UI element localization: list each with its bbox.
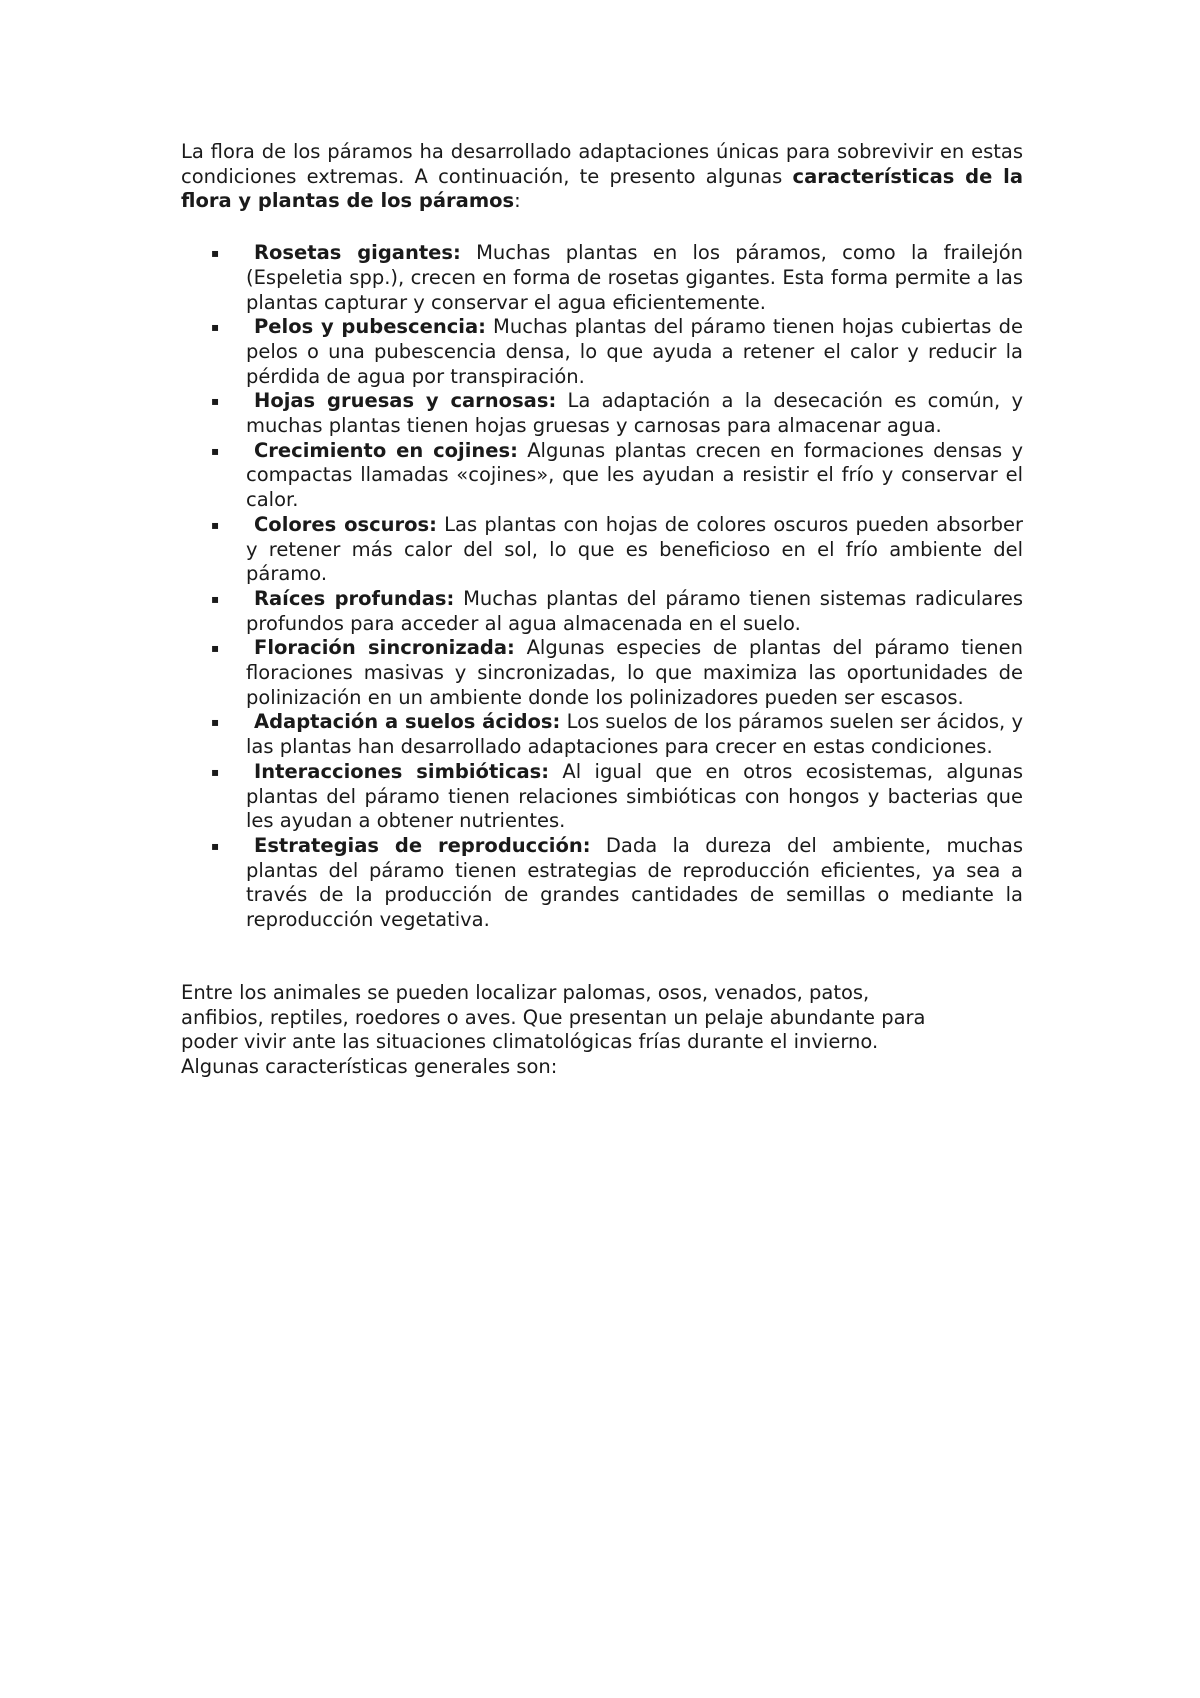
feature-term: Interacciones simbióticas: xyxy=(254,759,550,783)
intro-colon: : xyxy=(514,189,521,213)
features-list xyxy=(181,241,1023,933)
feature-term: Raíces profundas: xyxy=(254,586,455,610)
list-item xyxy=(211,833,1023,933)
list-item xyxy=(211,710,1023,759)
feature-term: Crecimiento en cojines: xyxy=(254,438,518,462)
feature-term: Pelos y pubescencia: xyxy=(254,315,486,339)
list-item xyxy=(211,389,1023,438)
bullet-icon: ▪ xyxy=(211,764,220,779)
feature-text: Muchas plantas del páramo tienen sistemas radiculares profundos para acceder al agua almacenada en el suelo. xyxy=(246,586,1023,635)
feature-term: Rosetas gigantes: xyxy=(254,241,461,265)
list-item xyxy=(211,759,1023,834)
intro-text: La flora de los páramos ha desarrollado adaptaciones únicas para sobrevivir en estas condiciones extremas. A continuación, te presento algunas xyxy=(181,140,1023,188)
intro-paragraph xyxy=(181,140,1023,214)
closing-paragraph xyxy=(181,981,1023,1080)
feature-text: Al igual que en otros ecosistemas, algunas plantas del páramo tienen relaciones simbióticas con hongos y bacterias que les ayudan a obtener nutrientes. xyxy=(246,759,1023,833)
feature-term: Colores oscuros: xyxy=(254,512,437,536)
bullet-icon: ▪ xyxy=(211,320,220,335)
list-item xyxy=(211,586,1023,636)
feature-term: Floración sincronizada: xyxy=(254,636,515,660)
feature-term: Hojas gruesas y carnosas: xyxy=(254,389,557,413)
bullet-icon: ▪ xyxy=(211,715,220,730)
feature-text: La adaptación a la desecación es común, y muchas plantas tienen hojas gruesas y carnosas para almacenar agua. xyxy=(246,389,1023,438)
feature-text: Muchas plantas del páramo tienen hojas cubiertas de pelos o una pubescencia densa, lo que ayuda a retener el calor y reducir la pérdida de agua por transpiración. xyxy=(246,315,1023,388)
feature-text: Las plantas con hojas de colores oscuros pueden absorber y retener más calor del sol, lo que es beneficioso en el frío ambiente del páramo. xyxy=(246,512,1023,586)
bullet-icon: ▪ xyxy=(211,517,220,532)
feature-text: Algunas plantas crecen en formaciones densas y compactas llamadas «cojines», que les ayudan a resistir el frío y conservar el calor. xyxy=(246,438,1023,512)
feature-text: Los suelos de los páramos suelen ser ácidos, y las plantas han desarrollado adaptaciones para crecer en estas condiciones. xyxy=(246,710,1023,759)
feature-term: Estrategias de reproducción: xyxy=(254,833,591,857)
list-item xyxy=(211,241,1023,315)
bullet-icon: ▪ xyxy=(211,394,220,409)
feature-text: Dada la dureza del ambiente, muchas plantas del páramo tienen estrategias de reproducción eficientes, ya sea a través de la producción de grandes cantidades de semillas o mediante la reproducción vegetativa. xyxy=(246,833,1023,932)
bullet-icon: ▪ xyxy=(211,641,220,656)
list-item xyxy=(211,315,1023,389)
list-item xyxy=(211,512,1023,587)
closing-line: Algunas características generales son: xyxy=(181,1054,558,1078)
closing-line: anfibios, reptiles, roedores o aves. Que presentan un pelaje abundante para xyxy=(181,1005,926,1029)
list-item xyxy=(211,636,1023,710)
bullet-icon: ▪ xyxy=(211,246,220,261)
document-page xyxy=(181,140,1023,1080)
bullet-icon: ▪ xyxy=(211,443,220,458)
closing-line: Entre los animales se pueden localizar palomas, osos, venados, patos, xyxy=(181,980,870,1004)
bullet-icon: ▪ xyxy=(211,591,220,606)
closing-line: poder vivir ante las situaciones climatológicas frías durante el invierno. xyxy=(181,1030,879,1054)
bullet-icon: ▪ xyxy=(211,838,220,853)
intro-bold-text: características de la flora y plantas de los páramos xyxy=(181,164,1023,213)
feature-text: Muchas plantas en los páramos, como la frailejón (Espeletia spp.), crecen en forma de rosetas gigantes. Esta forma permite a las plantas capturar y conservar el agua eficientemente. xyxy=(246,241,1023,314)
list-item xyxy=(211,438,1023,513)
feature-term: Adaptación a suelos ácidos: xyxy=(254,710,561,734)
feature-text: Algunas especies de plantas del páramo tienen floraciones masivas y sincronizadas, lo que maximiza las oportunidades de polinización en un ambiente donde los polinizadores pueden ser escasos. xyxy=(246,636,1023,709)
